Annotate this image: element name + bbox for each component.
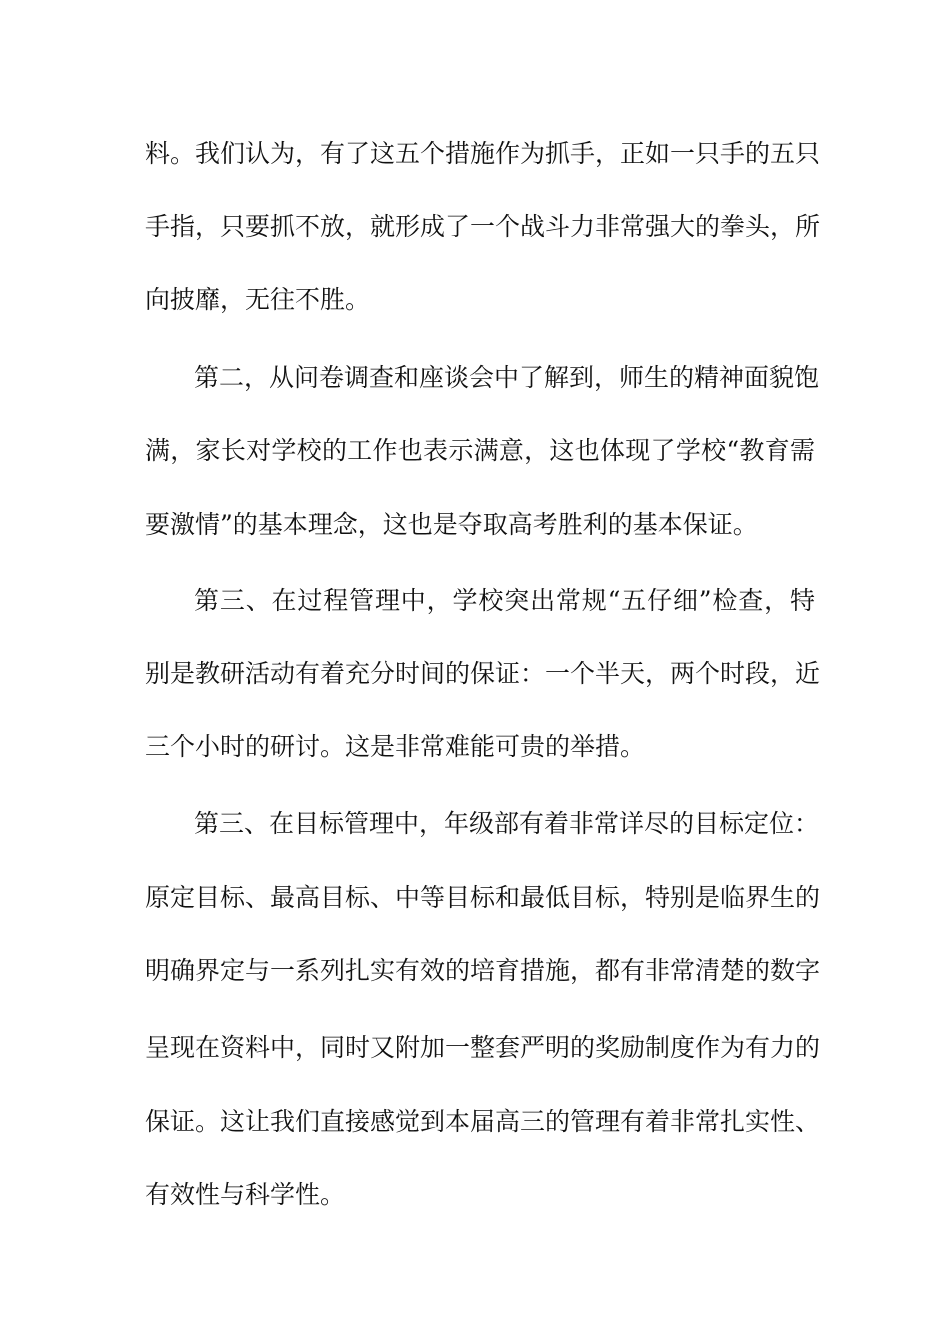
paragraph-first-line: 第三、在目标管理中，年级部有着非常详尽的目标定位： [194,809,820,838]
text-line: 保证。这让我们直接感觉到本届高三的管理有着非常扎实性、 [145,1107,821,1136]
paragraph-first-line: 第二，从问卷调查和座谈会中了解到，师生的精神面貌饱 [194,363,820,392]
text-line: 向披靡，无往不胜。 [145,285,371,314]
text-line: 别是教研活动有着充分时间的保证：一个半天，两个时段，近 [145,659,821,688]
paragraph-first-line: 第三、在过程管理中，学校突出常规“五仔细”检查，特 [194,586,815,615]
text-line: 手指，只要抓不放，就形成了一个战斗力非常强大的拳头，所 [145,212,821,241]
text-line: 料。我们认为，有了这五个措施作为抓手，正如一只手的五只 [145,139,821,168]
text-line: 有效性与科学性。 [145,1180,346,1209]
text-line: 明确界定与一系列扎实有效的培育措施，都有非常清楚的数字 [145,956,821,985]
text-line: 原定目标、最高目标、中等目标和最低目标，特别是临界生的 [145,883,821,912]
text-line: 满，家长对学校的工作也表示满意，这也体现了学校“教育需 [145,436,815,465]
text-line: 呈现在资料中，同时又附加一整套严明的奖励制度作为有力的 [145,1033,821,1062]
text-line: 三个小时的研讨。这是非常难能可贵的举措。 [145,732,646,761]
text-line: 要激情”的基本理念，这也是夺取高考胜利的基本保证。 [145,510,758,539]
